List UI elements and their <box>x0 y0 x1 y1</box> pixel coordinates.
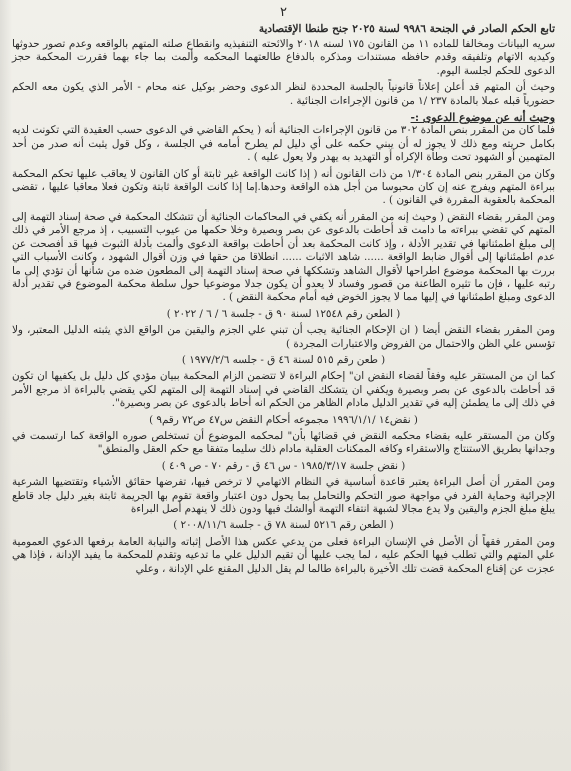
paragraph: وكان من المستقر عليه بقضاء محكمه النقض في قضائها بأن" لمحكمه الموضوع أن تستخلص صوره الواقعة كما ارتسمت في وجدانها بطريق الاستنتاج والاستقراء وكافه الممكنات العقلية مادام ذلك سليما متفقا مع حكم العقل والمنطق" <box>12 429 555 456</box>
paragraph: ومن المقرر بقضاء النقض ( وحيث إنه من المقرر أنه يكفي في المحاكمات الجنائية أن تتشكك المحكمة في صحة إسناد التهمة إلى المتهم كي تقضي ببراءته ما دامت قد أحاطت بالدعوى عن بصر وبصيرة وخلا حكمها من عيوب التسبيب ، إذ مرجع الأمر في ذلك إلى مبلغ اطمئنانها في تقدير الأدلة ، وإذ كانت المحكمة بعد أن أحاطت بواقعة الدعوى وألمت بأدلة الثبوت فيها قد أفصحت عن عدم اطمئنانها إلى أقوال ضابط الواقعة ...... شاهد الاثبات ...... انطلاقا من حقها في وزن أقوال الشهود ، وكانت الأسباب التي بررت بها المحكمة موضوع اطراحها لأقوال الشاهد وتشككها في صحة إسناد التهمة إلى المطعون ضده من شأنها أن تؤدي إلى ما رتبه عليها ، فإن ما تثيره الطاعنة من قصور وفساد لا يعدو أن يكون جدلا موضوعيا حول سلطة محكمة الموضوع في تقدير أدلة الدعوى ومبلغ اطمئنانها في إليها مما لا يجوز الخوض فيه أمام محكمة النقض ) . <box>11 210 555 304</box>
citation: ( نقض جلسة ١٩٨٥/٣/١٧ - س ٤٦ ق - رقم ٧٠ - ص ٤٠٩ ) <box>161 459 406 472</box>
section-heading: وحيث أنه عن موضوع الدعوى :- <box>410 111 555 125</box>
paragraph: كما ان من المستقر عليه وفقاً لقضاء النقض ان" إحكام البراءة لا تتضمن الزام المحكمة ببيان مؤدي كل دليل بل يكفيها ان تكون قد أحاطت بالدعوى عن بصر وبصيرة ويكفي ان يتشكك القاضي في إسناد التهمة إلى المتهم لكي يقضي بالبراءة اذ مرجع الأمر في ذلك إلى ما يطمئن إليه في تقدير الدليل مادام الظاهر من الحكم انه أحاط بالدعوى عن بصر وبصيرة". <box>12 370 555 410</box>
case-header: تابع الحكم الصادر في الجنحة ٩٩٨٦ لسنة ٢٠٢٥ جنح طنطا الإقتصادية <box>258 23 555 35</box>
citation: ( نقض١٤ /١٩٩٦/١/١ مجموعه أحكام النقض س٤٧ ص٧٢ رقم٩ ) <box>149 413 418 426</box>
page-number: ٢ <box>280 5 287 20</box>
page-edge-shadow <box>0 0 12 771</box>
citation: ( طعن رقم ٥١٥ لسنة ٤٦ ق - جلسه ١٩٧٧/٢/٦ ) <box>181 353 386 366</box>
paragraph: سريه البيانات ومخالفا للماده ١١ من القانون ١٧٥ لسنه ٢٠١٨ والائحته التنفيذيه وانقطاع صلته المتهم بالواقعه وعدم تصور حدوثها وكيديه الاتهام وتلفيقه وقدم حافظه مستندات ومذكره بالدفاع طالعتهما المحكمه وألمت بما جاء بهما فقررت المحكمة حجز الدعوى للحكم لجلسة اليوم. <box>12 38 556 77</box>
paragraph: ومن المقرر فقهاً أن الأصل في الإنسان البراءة فعلى من يدعي عكس هذا الأصل إثباته والنيابة العامة برفعها الدعوي العمومية علي المتهم والتي تطلب فيها الحكم عليه ، لما يجب عليها أن تقيم الدليل علي ما تدعيه وتقدم للمحكمة ما يفيد الإدانة ، فإذا هي عجزت عن إقناع المحكمة قضت تلك الأخيرة بالبراءة طالما لم يقل الدليل المقنع علي الإدانة ، وعلي <box>12 535 555 575</box>
paragraph: وكان من المقرر بنص المادة ١/٣٠٤ من ذات القانون أنه ( إذا كانت الواقعة غير ثابتة أو كان القانون لا يعاقب عليها تحكم المحكمة ببراءة المتهم ويفرج عنه إن كان محبوسا من أجل هذه الواقعة وحدها.إما إذا كانت الواقعة ثابتة وتكون فعلا معاقبا عليها ، تقضى المحكمة بالعقوبة المقررة في القانون ) . <box>12 167 555 207</box>
paragraph: وحيث أن المتهم قد أعلن إعلاناً قانونياً بالجلسة المحددة لنظر الدعوى وحضر بوكيل عنه محام - الأمر الذي يكون معه الحكم حضورياً قبله عملا بالمادة ٢٣٧ /١ من قانون الإجراءات الجنائية . <box>12 81 555 107</box>
paragraph: ومن المقرر أن أصل البراءة يعتبر قاعدة أساسية في النظام الاتهامي لا ترخص فيها، تفرضها حقائق الأشياء وتقتضيها الشرعية الإجرائية وحماية الفرد في مواجهة صور التحكم والتحامل بما يحول دون اعتبار واقعة تقوم بها الجريمة ثابتة بغير دليل جاد قاطع يبلغ مبلغ الجزم واليقين ولا يدع مجالا لشبهة انتفاء التهمة أوالشك فيها ودون ذلك لا ينهدم أصل البراءة <box>12 476 555 515</box>
citation: ( الطعن رقم ٥٢١٦ لسنة ٧٨ ق - جلسة ٢٠٠٨/١١/٦ ) <box>173 519 394 532</box>
paragraph: ومن المقرر بقضاء النقض أيضا ( ان الإحكام الجنائية يجب أن تبني علي الجزم واليقين من الواقع الذي يثبته الدليل المعتبر، ولا تؤسس علي الظن والاحتمال من الفروض والاعتبارات المجردة ) <box>12 324 555 350</box>
citation: ( الطعن رقم ١٢٥٤٨ لسنة ٩٠ ق - جلسة ٦ / ٦ / ٢٠٢٢ ) <box>166 307 401 320</box>
paragraph: فلما كان من المقرر بنص المادة ٣٠٢ من قانون الإجراءات الجنائية أنه ( يحكم القاضي في الدعوى حسب العقيدة التي تكونت لديه بكامل حريته ومع ذلك لا يجوز له أن يبني حكمه على أي دليل لم يطرح أمامه في الجلسة ، وكل قول يثبت أنه صدر من أحد المتهمين أو الشهود تحت وطأة الإكراه أو التهديد به يهدر ولا يعول عليه ) . <box>12 124 555 164</box>
